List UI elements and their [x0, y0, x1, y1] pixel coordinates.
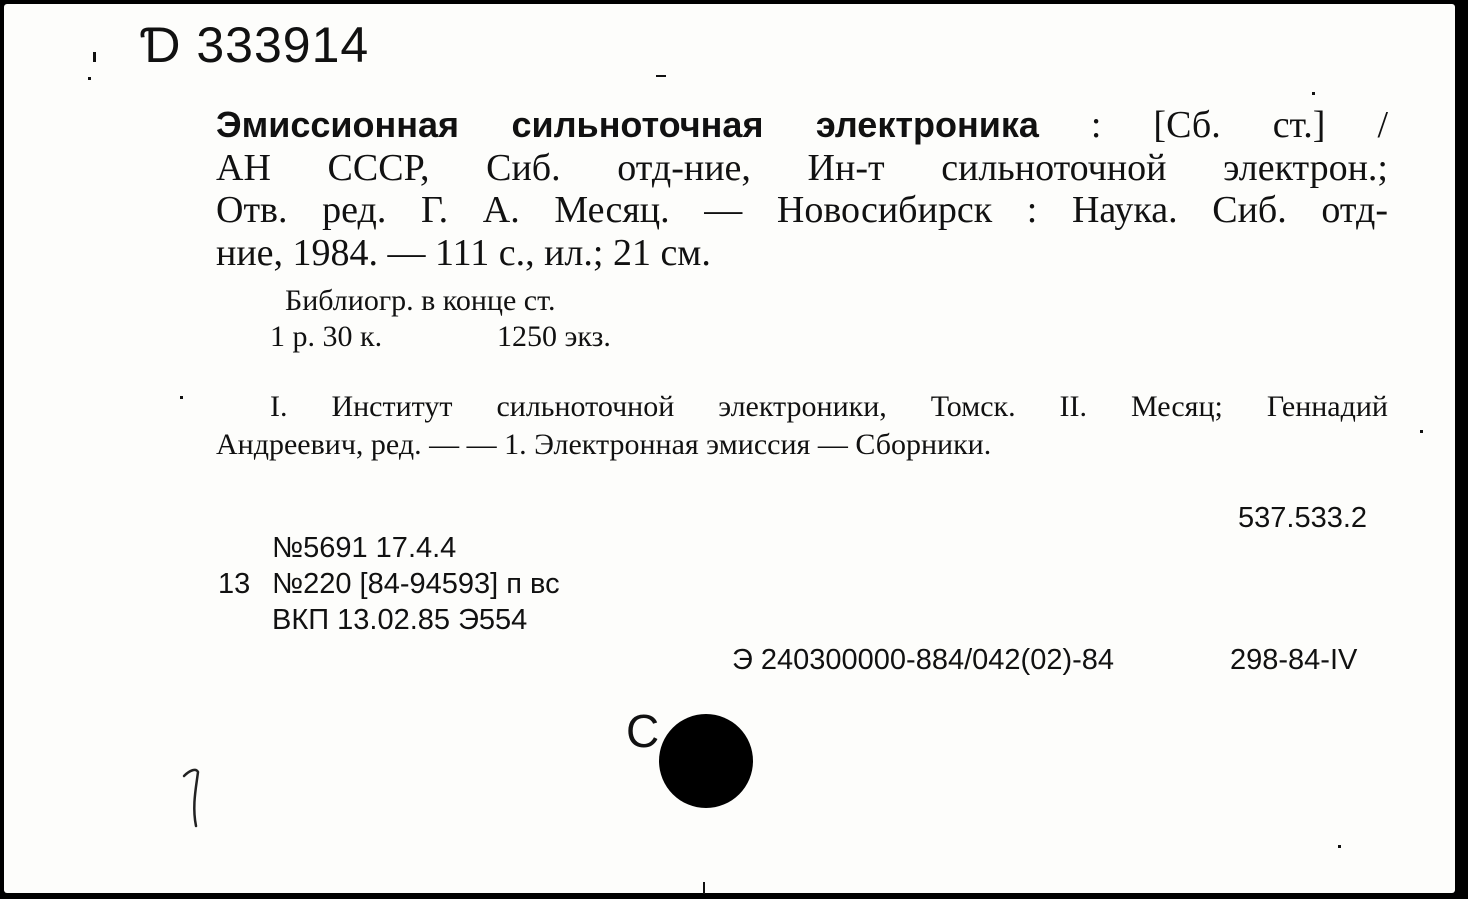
- main-entry-line-1: [216, 104, 1388, 147]
- record-line-2: №220 [84-94593] п вс: [272, 568, 560, 600]
- copyright-dot-icon: [659, 714, 753, 808]
- book-title: Эмиссионная сильноточная электроника: [216, 104, 1039, 145]
- price: 1 р. 30 к.: [270, 320, 383, 353]
- main-entry: [216, 104, 1388, 274]
- record-number: 13: [218, 568, 251, 600]
- classification-number: 537.533.2: [1238, 502, 1368, 534]
- speck: [88, 77, 91, 80]
- speck: [656, 75, 666, 77]
- copies: 1250 экз.: [497, 320, 611, 353]
- tracing-line-2: Андреевич, ред. — — 1. Электронная эмиссия — Сборники.: [216, 428, 992, 461]
- main-entry-line-4: ние, 1984. — 111 с., ил.; 21 см.: [216, 231, 711, 274]
- copyright-letter: C: [626, 705, 660, 757]
- call-number: Ɗ 333914: [140, 17, 370, 73]
- speck: [703, 882, 705, 894]
- record-line-1: №5691 17.4.4: [272, 532, 457, 564]
- tracings: [216, 388, 1388, 464]
- main-entry-line-2: АН СССР, Сиб. отд-ние, Ин-т сильноточной электрон.;: [216, 146, 1388, 189]
- speck: [93, 52, 96, 62]
- card-number: 298-84-IV: [1230, 644, 1358, 676]
- bibliography-note: Библиогр. в конце ст.: [285, 284, 556, 317]
- speck: [1312, 92, 1315, 95]
- main-entry-line-3: Отв. ред. Г. А. Месяц. — Новосибирск : Наука. Сиб. отд-: [216, 189, 1388, 231]
- speck: [1420, 430, 1423, 433]
- index-code: Э 240300000-884/042(02)-84: [732, 644, 1115, 676]
- speck: [1338, 845, 1341, 848]
- title-remainder: : [Сб. ст.] /: [1038, 104, 1389, 146]
- record-line-3: ВКП 13.02.85 Э554: [272, 604, 528, 636]
- handwritten-mark-icon: [180, 766, 210, 830]
- tracing-line-1: I. Институт сильноточной электроники, Томск. II. Месяц; Геннадий: [270, 390, 1388, 423]
- speck: [180, 396, 183, 399]
